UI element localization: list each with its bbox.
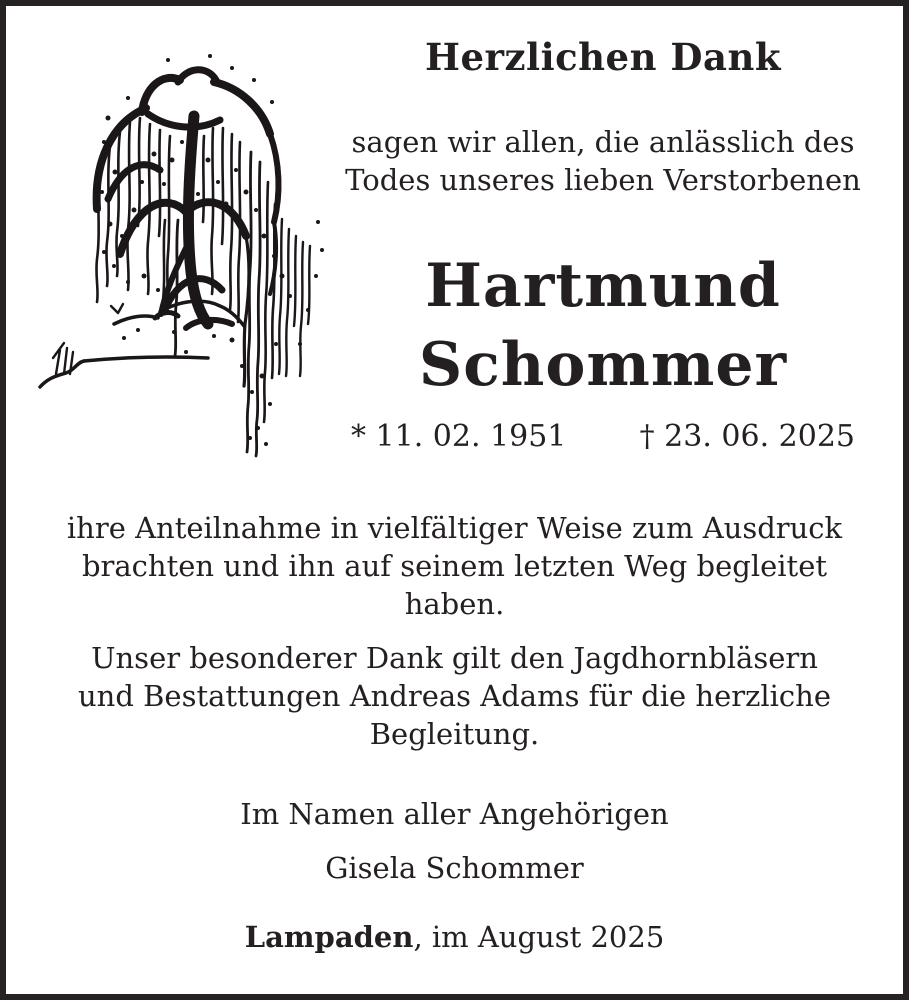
deceased-first-name: Hartmund bbox=[425, 250, 781, 321]
intro-text bbox=[339, 123, 867, 199]
date-suffix: , im August 2025 bbox=[413, 920, 665, 954]
thanks-heading: Herzlichen Dank bbox=[425, 35, 781, 79]
paragraph-line: und Bestattungen Andreas Adams für die herzliche bbox=[77, 679, 832, 713]
life-dates bbox=[339, 417, 867, 457]
place-name: Lampaden bbox=[244, 920, 414, 954]
deceased-name bbox=[339, 247, 867, 405]
paragraph-line: brachten und ihn auf seinem letzten Weg begleitet bbox=[81, 549, 828, 583]
intro-line: Todes unseres lieben Verstorbenen bbox=[345, 162, 861, 197]
closing-line: Im Namen aller Angehörigen bbox=[240, 797, 669, 831]
place-date-line bbox=[6, 918, 903, 956]
willow-tree-svg bbox=[18, 14, 350, 476]
willow-tree-illustration bbox=[18, 14, 350, 476]
birth-date: * 11. 02. 1951 bbox=[351, 418, 567, 454]
special-thanks-paragraph bbox=[6, 639, 903, 753]
paragraph-line: Begleitung. bbox=[369, 717, 540, 751]
thanks-paragraph bbox=[6, 509, 903, 623]
signature-name: Gisela Schommer bbox=[325, 851, 584, 885]
birth-symbol: * bbox=[351, 418, 366, 454]
notice-header-column bbox=[339, 36, 867, 457]
paragraph-line: haben. bbox=[404, 587, 505, 621]
paragraph-line: ihre Anteilnahme in vielfältiger Weise zum Ausdruck bbox=[66, 511, 843, 545]
death-symbol: † bbox=[639, 418, 655, 454]
deceased-last-name: Schommer bbox=[418, 329, 788, 400]
death-date: † 23. 06. 2025 bbox=[639, 418, 855, 454]
paragraph-line: Unser besonderer Dank gilt den Jagdhornbläsern bbox=[91, 641, 818, 675]
intro-line: sagen wir allen, die anlässlich des bbox=[351, 124, 855, 159]
